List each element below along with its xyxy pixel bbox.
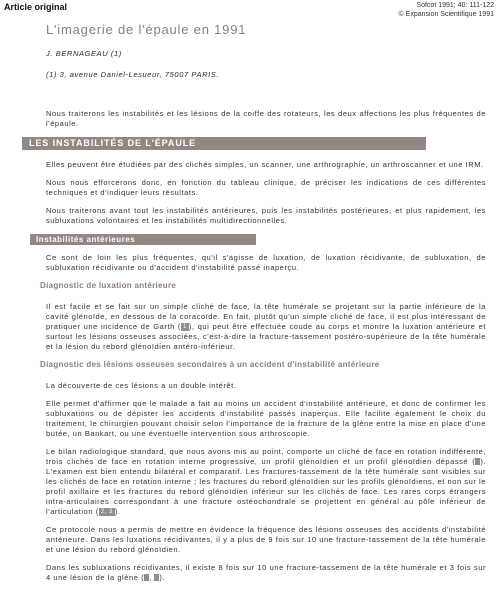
text-run: ). bbox=[159, 573, 166, 582]
text-run: Dans les subluxations récidivantes, il existe 8 fois sur 10 une fracture-tassement de la tête humérale et 3 fois sur 4 une lésion de la glène ( bbox=[46, 563, 486, 582]
reference-link[interactable]: 2, 3 bbox=[100, 509, 113, 515]
journal-info bbox=[399, 2, 494, 20]
journal-citation: Sofcot 1991; 40: 111-122 bbox=[416, 2, 494, 9]
section1-paragraph-1: Elles peuvent être étudiées par des clichés simples, un scanner, une arthrographie, un arthroscanner et une IRM. bbox=[46, 160, 484, 169]
diag2-paragraph-2: Elle permet d'affirmer que le malade a fait au moins un accident d'instabilité antérieure, et donc de confirmer les subluxations ou de dépister les accidents d'instabilité passés inaperçus. Elle facilite également le choix du traitement, le chirurgien pouvant choisir selon l'importance de la fracture de la glène entre la mise en place d'une butée, un Bankart, ou une éventuelle intervention sous arthroscopie. bbox=[46, 399, 486, 438]
author-address: (1) 3, avenue Daniel-Lesueur, 75007 PARIS. bbox=[46, 70, 220, 79]
reference-link[interactable]: 1 bbox=[182, 324, 187, 330]
text-run: ). bbox=[114, 507, 121, 516]
publisher-line: © Expansion Scientifique 1991 bbox=[398, 10, 494, 18]
diag2-paragraph-4: Ce protocole nous a permis de mettre en évidence la fréquence des lésions osseuses des accidents d'instabilité antérieure. Dans les luxations récidivantes, il y a plus de 9 fois sur 10 une fracture-tassement de la tête humérale et une lésion du rebord glénoïdien. bbox=[46, 525, 486, 554]
section1-paragraph-3: Nous traiterons avant tout les instabilités antérieures, puis les instabilités postérieures, et plus rapidement, les subluxations volontaires et les instabilités multidirectionnelles. bbox=[46, 206, 486, 225]
article-body bbox=[29, 22, 486, 591]
diag2-paragraph-3 bbox=[46, 447, 486, 517]
text-run: Le bilan radiologique standard, que nous avons mis au point, comporte un cliché de face en rotation indifférente, trois clichés de face en rotation interne progressive, un profil glénoïdien et un profil glénoïdien dépassé ( bbox=[46, 447, 486, 466]
subsection-paragraph-1: Ce sont de loin les plus fréquentes, qu'il s'agisse de luxation, de luxation récidivante, de subluxation, de subluxation récidivante ou d'accident d'instabilité passé inaperçu. bbox=[46, 253, 486, 272]
subsection-heading-anterieures: Instabilités antérieures bbox=[30, 234, 256, 245]
heading-diagnostic-luxation: Diagnostic de luxation antérieure bbox=[40, 281, 177, 290]
text-run: Il est facile et se fait sur un simple cliché de face, la tête humérale se projetant sur la partie inférieure de la cavité glénoïde, en dessous de la coracoïde. En fait, plutôt qu'un simple cliché de face, il est plus intéressant de pratiquer une incidence de Garth ( bbox=[46, 302, 486, 331]
intro-paragraph: Nous traiterons les instabilités et les lésions de la coiffe des rotateurs, les deux affections les plus fréquentes de l'épaule. bbox=[46, 109, 486, 128]
text-run: ). L'examen est bien entendu bilatéral et comparatif. Les fractures-tassement de la tête humérale sont visibles sur les clichés de face en rotation interne ; les fractures du rebord glénoïdien sur les profils glénoïdiens, et non sur le profil axillaire et les fractures du rebord glénoïdien inférieur sur les clichés de face. Les rares corps étrangers intra-articulaires correspondant à une fracture ostéochondrale se projettent en général au pôle inférieur de l'articulation ( bbox=[46, 457, 486, 516]
article-type: Article original bbox=[4, 2, 68, 12]
heading-diagnostic-lesions: Diagnostic des lésions osseuses secondaires à un accident d'instabilité antérieure bbox=[40, 360, 380, 369]
section1-paragraph-2: Nous nous efforcerons donc, en fonction du tableau clinique, de préciser les indications de ces différentes techniques et d'indiquer leurs résultats. bbox=[46, 178, 486, 197]
diag2-paragraph-5: Dans les subluxations récidivantes, il existe 8 fois sur 10 une fracture-tassement de la tête humérale et 3 fois sur 4 une lésion de la glène ( , ). bbox=[46, 563, 486, 582]
text-run: ), qui peut être effectuée coude au corps et montre la luxation antérieure et surtout les lésions osseuses associées, c'est-à-dire la fracture-tassement postéro-supérieure de la tête humérale et la lésion du rebord glénoïdien antéro-inférieur. bbox=[46, 322, 486, 351]
reference-link[interactable] bbox=[144, 574, 149, 581]
diag2-paragraph-1: La découverte de ces lésions a un double intérêt. bbox=[46, 381, 237, 390]
article-authors: J. BERNAGEAU (1) bbox=[46, 49, 122, 58]
diag1-paragraph-1 bbox=[46, 302, 486, 352]
section-heading-instabilites: LES INSTABILITÉS DE L'ÉPAULE bbox=[22, 137, 426, 150]
article-title: L'imagerie de l'épaule en 1991 bbox=[46, 22, 247, 37]
